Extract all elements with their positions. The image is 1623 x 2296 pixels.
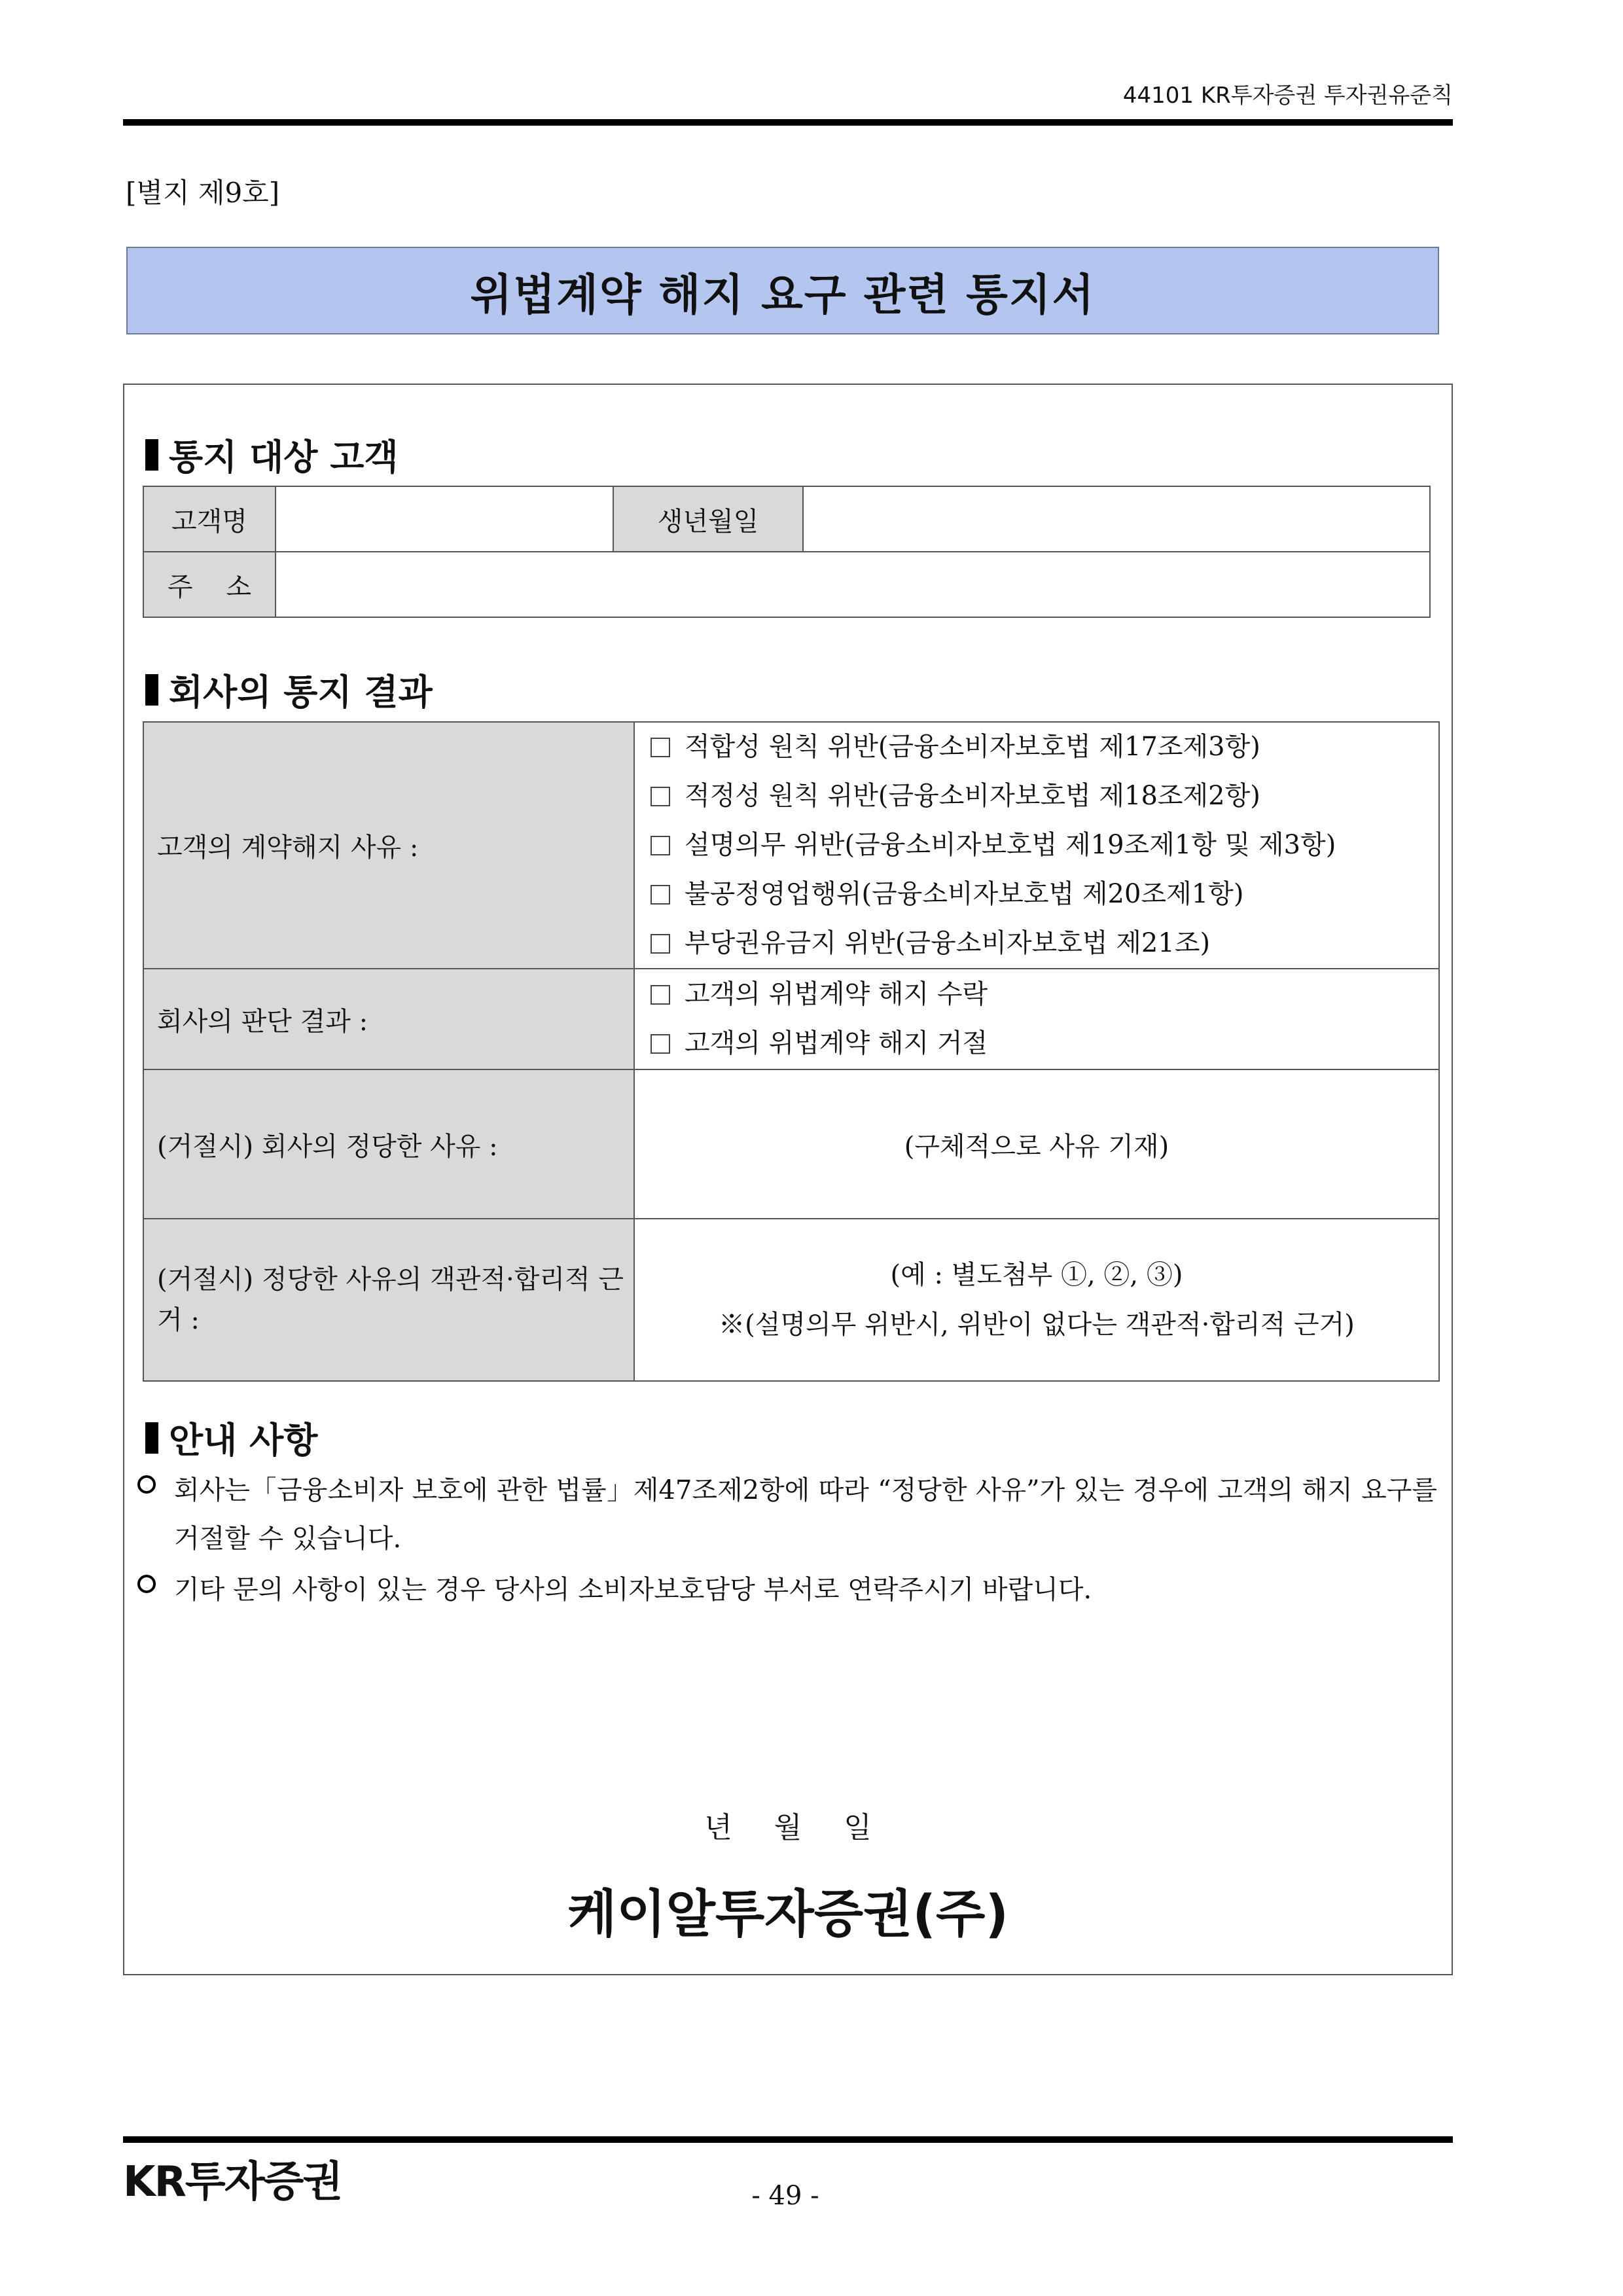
customer-name-field[interactable] bbox=[276, 486, 613, 552]
refusal-reason-field[interactable]: (구체적으로 사유 기재) bbox=[634, 1069, 1439, 1219]
customer-table bbox=[143, 486, 1431, 618]
birth-date-label: 생년월일 bbox=[613, 486, 803, 552]
page-number: - 49 - bbox=[751, 2181, 819, 2211]
checkbox-icon[interactable] bbox=[651, 934, 670, 954]
footer-rule bbox=[123, 2136, 1453, 2143]
result-table bbox=[143, 721, 1440, 1382]
square-bullet-icon bbox=[145, 1422, 158, 1454]
document-header: 44101 KR투자증권 투자권유준칙 bbox=[1122, 82, 1453, 109]
checkbox-icon[interactable] bbox=[651, 885, 670, 905]
termination-reason-options bbox=[634, 722, 1439, 969]
company-name: 케이알투자증권(주) bbox=[567, 1885, 1009, 1944]
birth-date-field[interactable] bbox=[803, 486, 1430, 552]
address-label: 주 소 bbox=[143, 552, 276, 617]
judgment-option-refuse[interactable]: 고객의 위법계약 해지 거절 bbox=[651, 1019, 1438, 1068]
checkbox-icon[interactable] bbox=[651, 985, 670, 1005]
evidence-field[interactable] bbox=[634, 1219, 1439, 1381]
checkbox-icon[interactable] bbox=[651, 836, 670, 855]
section-customer-heading: 통지 대상 고객 bbox=[145, 429, 399, 480]
reason-option[interactable]: 적정성 원칙 위반(금융소비자보호법 제18조제2항) bbox=[651, 772, 1438, 821]
checkbox-icon[interactable] bbox=[651, 738, 670, 757]
square-bullet-icon bbox=[145, 674, 158, 706]
title-box bbox=[126, 247, 1439, 334]
reason-option[interactable]: 설명의무 위반(금융소비자보호법 제19조제1항 및 제3항) bbox=[651, 821, 1438, 870]
judgment-label: 회사의 판단 결과 : bbox=[143, 969, 634, 1069]
address-field[interactable] bbox=[276, 552, 1430, 617]
document-title: 위법계약 해지 요구 관련 통지서 bbox=[470, 269, 1096, 320]
judgment-option-accept[interactable]: 고객의 위법계약 해지 수락 bbox=[651, 970, 1438, 1019]
evidence-note: ※(설명의무 위반시, 위반이 없다는 객관적·합리적 근거) bbox=[719, 1310, 1355, 1340]
footer-logo: KR투자증권 bbox=[123, 2158, 342, 2206]
reason-option[interactable]: 부당권유금지 위반(금융소비자보호법 제21조) bbox=[651, 919, 1438, 968]
form-number: [별지 제9호] bbox=[126, 177, 280, 209]
notice-item: 회사는「금융소비자 보호에 관한 법률」제47조제2항에 따라 “정당한 사유”가 있는 경우에 고객의 해지 요구를 거절할 수 있습니다. bbox=[137, 1466, 1440, 1563]
reason-option[interactable]: 적합성 원칙 위반(금융소비자보호법 제17조제3항) bbox=[651, 723, 1438, 772]
reason-option[interactable]: 불공정영업행위(금융소비자보호법 제20조제1항) bbox=[651, 870, 1438, 919]
judgment-options bbox=[634, 969, 1439, 1069]
square-bullet-icon bbox=[145, 439, 158, 471]
section-result-heading: 회사의 통지 결과 bbox=[145, 664, 433, 715]
circle-bullet-icon bbox=[137, 1575, 156, 1593]
refusal-reason-label: (거절시) 회사의 정당한 사유 : bbox=[143, 1069, 634, 1219]
customer-name-label: 고객명 bbox=[143, 486, 276, 552]
header-rule bbox=[123, 119, 1453, 126]
evidence-example: (예 : 별도첨부 ①, ②, ③) bbox=[890, 1260, 1183, 1290]
date-line: 년 월 일 bbox=[704, 1811, 872, 1844]
checkbox-icon[interactable] bbox=[651, 787, 670, 806]
checkbox-icon[interactable] bbox=[651, 1034, 670, 1054]
termination-reason-label: 고객의 계약해지 사유 : bbox=[143, 722, 634, 969]
circle-bullet-icon bbox=[137, 1475, 156, 1494]
notice-item: 기타 문의 사항이 있는 경우 당사의 소비자보호담당 부서로 연락주시기 바랍니다. bbox=[137, 1566, 1092, 1614]
section-notice-heading: 안내 사항 bbox=[145, 1412, 317, 1463]
evidence-label: (거절시) 정당한 사유의 객관적·합리적 근거 : bbox=[143, 1219, 634, 1381]
